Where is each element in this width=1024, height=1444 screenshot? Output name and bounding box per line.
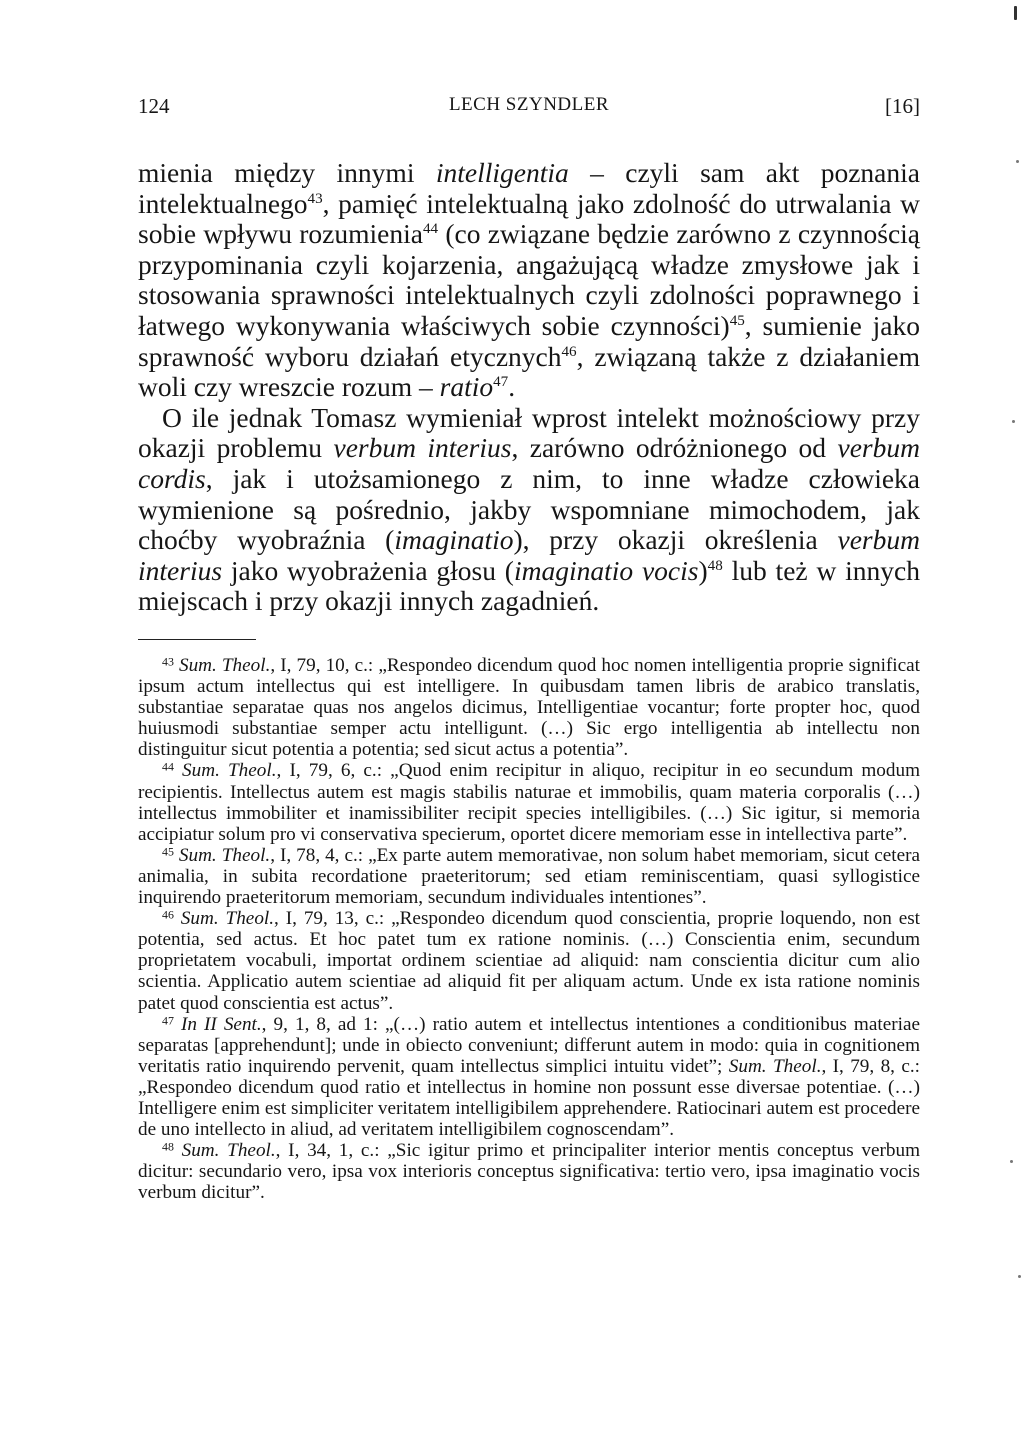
footnote-46: $^{46}$ Sum. Theol., I, 79, 13, c.: „Respondeo dicendum quod conscientia, proprie loquendo, non est potentia, sed actus. Et hoc patet tum ex ratione nominis. (…) Conscientia enim, secundum proprietatem vocabuli, importat ordinem scientiae ad aliquid: nam conscientia dicitur cum alio scientia. Applicatio autem scientiae ad aliquid fit per aliquam actum. Unde ex ista ratione nominis patet quod conscientia est actus”. (138, 907, 921, 1014)
footnote-ref-47[interactable]: 47 (493, 374, 509, 390)
page-number: 124 (138, 94, 170, 118)
scan-speck (1016, 160, 1019, 163)
main-text (138, 158, 920, 617)
section-marker: [16] (885, 94, 920, 118)
footnote-43: $^{43}$ Sum. Theol., I, 79, 10, c.: „Respondeo dicendum quod hoc nomen intelligentia proprie significat ipsum actum intellectus qui est intelligere. In quibusdam tamen libris de arabico translatis, substantiae separatae quas nos angelos dicimus, Intelligentiae vocantur; forte propter hoc, quod huiusmodi substantiae semper actu intelligunt. (…) Sic ergo intelligentia ab intellectu non distinguitur sicut potentia a potentia; sed sicut actus a potentia”. (138, 654, 921, 761)
footnote-ref-43[interactable]: 43 (307, 190, 323, 207)
running-title: LECH SZYNDLER (448, 94, 610, 115)
footnote-45: $^{45}$ Sum. Theol., I, 78, 4, c.: „Ex parte autem memorativae, non solum habet memoriam, sicut cetera animalia, in subita recordatione praeteritorum; sed etiam reminiscentiam, quasi syllogistice inquirendo praeteritorum memoriam, secundum individuales intentiones”. (138, 844, 921, 909)
footnote-47: $^{47}$ In II Sent., 9, 1, 8, ad 1: „(…) ratio autem et intellectus intentiones a conditionibus materiae separatas [apprehendunt]; unde in obiecto conveniunt; differunt autem in modo: quia in cognitionem veritatis ratio inquirendo pervenit, quam intellectus simplici intuitu videt”; Sum. Theol., I, 79, 8, c.: „Respondeo dicendum quod ratio et intellectus in homine non possunt esse diversae potentiae. (…) Intelligere enim est simpliciter veritatem intelligibilem apprehendere. Ratiocinari autem est procedere de uno intellecto in aliud, ad veritatem intelligibilem cognoscendam”. (138, 1013, 920, 1141)
footnote-ref-44[interactable]: 44 (422, 221, 439, 238)
scan-speck (1012, 420, 1015, 423)
footnote-ref-46[interactable]: 46 (561, 343, 577, 360)
footnote-separator (138, 639, 256, 640)
paragraph-2: O ile jednak Tomasz wymieniał wprost intelekt możnościowy przy okazji problemu verbum interius, zarówno odróżnionego od verbum cordis, jak i utożsamionego z nim, to inne władze człowieka wymienione są pośrednio, jakby wspomniane mimochodem, jak choćby wyobraźnia (imaginatio), przy okazji określenia verbum interius jako wyobrażenia głosu (imaginatio vocis)$^{48}$ lub też w innych miejscach i przy okazji innych zagadnień. (138, 401, 920, 617)
footnote-ref-48[interactable]: 48 (707, 557, 723, 574)
footnotes (138, 655, 920, 1203)
running-header (138, 88, 920, 128)
footnote-48: $^{48}$ Sum. Theol., I, 34, 1, c.: „Sic igitur primo et principaliter interior mentis conceptus verbum dicitur: secundario vero, ipsa vox interioris conceptus significativa: tertio vero, ipsa imaginatio vocis verbum dicitur”. (138, 1139, 920, 1204)
paragraph-1: mienia między innymi intelligentia – czyli sam akt poznania intelektualnego$^{43}$, pamięć intelektualną jako zdolność do utrwalania w sobie wpływu rozumienia$^{44}$ (co związane będzie zarówno z czynnością przypominania czyli kojarzenia, angażującą władze zmysłowe jak i stosowania sprawności intelektualnych czyli zdolności poprawnego i łatwego wykonywania właściwych sobie czynności)$^{45}$, sumienie jako sprawność wyboru działań etycznych$^{46}$, związaną także z działaniem woli czy wreszcie rozum – ratio$^{47}$. (138, 157, 920, 403)
scan-speck (1018, 1275, 1021, 1278)
footnote-44: $^{44}$ Sum. Theol., I, 79, 6, c.: „Quod enim recipitur in aliquo, recipitur in eo secundum modum recipientis. Intellectus autem est magis stabilis naturae et immobilis, quam materia corporalis (…) intellectus immobiliter et inamissibiliter recipit species intelligibiles. (…) Sic igitur, si memoria accipiatur solum pro vi conservativa specierum, oportet dicere memoriam esse in intellectiva parte”. (138, 760, 921, 845)
footnote-ref-45[interactable]: 45 (729, 312, 745, 329)
scan-speck (1014, 6, 1017, 20)
scan-speck (1010, 1160, 1013, 1163)
